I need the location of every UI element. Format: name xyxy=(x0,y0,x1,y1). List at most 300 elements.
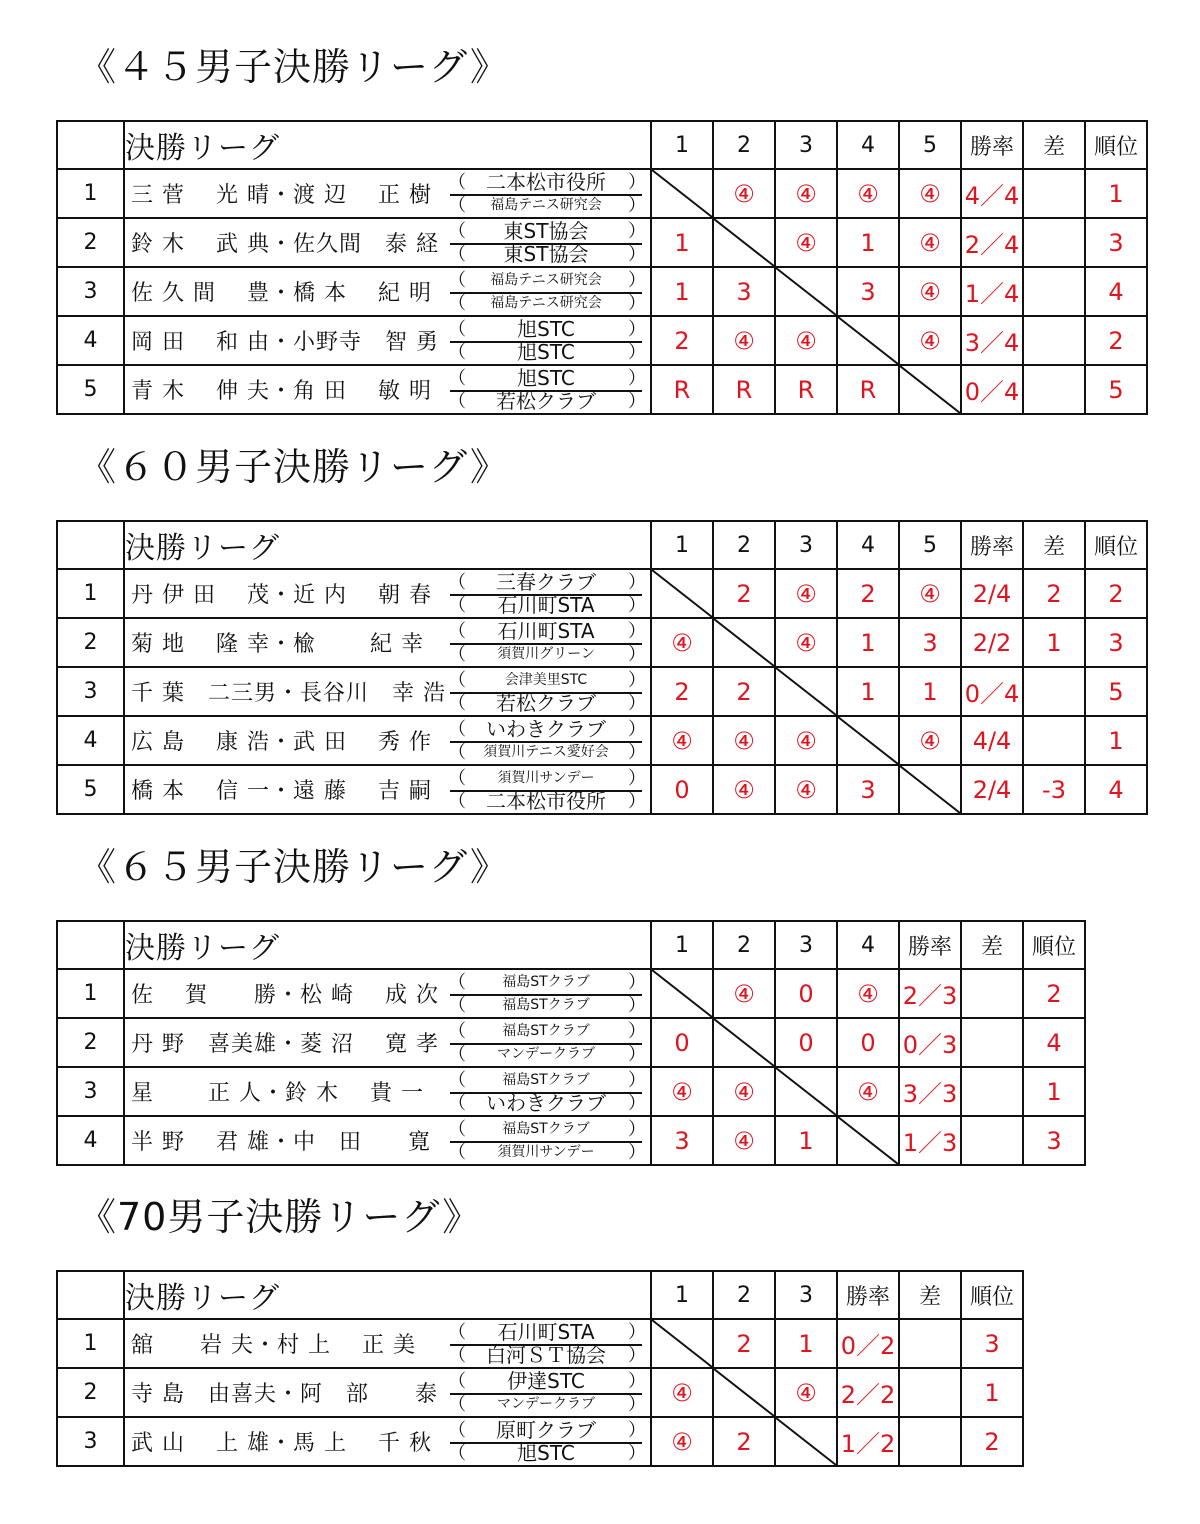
club-cell xyxy=(450,1067,651,1116)
win-rate-cell xyxy=(837,1368,899,1417)
club-name-1 xyxy=(448,618,646,645)
paren-left: （ xyxy=(448,1442,466,1464)
rank-value: 1 xyxy=(1108,179,1124,208)
header-title: 決勝リーグ xyxy=(125,1281,280,1316)
league-table-65 xyxy=(56,920,1086,1166)
score-cell xyxy=(713,1417,775,1466)
paren-left: （ xyxy=(448,1043,466,1065)
score-cell xyxy=(651,365,713,414)
rank-value: 4 xyxy=(1046,1028,1062,1057)
rank-cell xyxy=(1023,1018,1085,1067)
paren-left: （ xyxy=(448,1141,466,1163)
diagonal-line xyxy=(776,1068,836,1115)
club-text: 須賀川サンデー xyxy=(497,1143,595,1160)
diff-cell xyxy=(1023,267,1085,316)
score-cell xyxy=(837,169,899,218)
player-names: 鈴 木 武 典・佐久間 泰 経 xyxy=(131,232,439,257)
paren-left: （ xyxy=(448,571,466,593)
win-rate: 1／2 xyxy=(840,1430,896,1458)
score-value: ④ xyxy=(795,579,817,608)
diagonal-cell xyxy=(651,969,713,1018)
paren-left: （ xyxy=(448,994,466,1016)
diff-cell xyxy=(1023,618,1085,667)
table-row xyxy=(57,1417,1023,1466)
paren-right: ） xyxy=(628,1118,646,1140)
club-text: 旭STC xyxy=(517,339,575,364)
win-rate-cell xyxy=(837,1417,899,1466)
paren-left: （ xyxy=(448,1092,466,1114)
score-cell xyxy=(651,1067,713,1116)
score-cell xyxy=(775,969,837,1018)
header-rate: 勝率 xyxy=(961,521,1023,569)
club-text: 福島テニス研究会 xyxy=(490,196,602,213)
score-cell xyxy=(837,218,899,267)
header-col-4: 4 xyxy=(837,121,899,169)
rank-cell xyxy=(961,1368,1023,1417)
player-names: 半 野 君 雄・中 田 寛 xyxy=(131,1130,431,1155)
header-row xyxy=(57,1271,1023,1319)
player-names-cell xyxy=(124,1368,450,1417)
diff-cell xyxy=(961,1018,1023,1067)
score-value: 3 xyxy=(860,775,876,804)
player-names-cell xyxy=(124,169,450,218)
league-table-60 xyxy=(56,520,1148,815)
paren-right: ） xyxy=(628,669,646,691)
club-text: 福島STクラブ xyxy=(502,1120,590,1137)
score-cell xyxy=(651,267,713,316)
score-cell xyxy=(713,1067,775,1116)
score-cell xyxy=(899,667,961,716)
score-value: ④ xyxy=(919,179,941,208)
header-col-1: 1 xyxy=(651,921,713,969)
header-col-3: 3 xyxy=(775,521,837,569)
club-box xyxy=(448,269,646,315)
score-value: 2 xyxy=(674,677,690,706)
player-names-cell xyxy=(124,716,450,765)
section-title-45: 《４５男子決勝リーグ》 xyxy=(78,45,509,89)
club-box xyxy=(448,971,646,1017)
club-box xyxy=(448,1069,646,1115)
table-row xyxy=(57,667,1147,716)
section-title-70: 《70男子決勝リーグ》 xyxy=(78,1195,482,1239)
diagonal-line xyxy=(900,366,960,413)
score-value: ④ xyxy=(733,726,755,755)
club-text: 福島STクラブ xyxy=(502,973,590,990)
club-name-2 xyxy=(448,339,646,364)
table-row xyxy=(57,618,1147,667)
club-text: いわきクラブ xyxy=(486,1090,606,1115)
club-box xyxy=(448,618,646,666)
table-row xyxy=(57,1319,1023,1368)
score-cell xyxy=(713,267,775,316)
paren-right: ） xyxy=(628,1321,646,1343)
paren-right: ） xyxy=(628,243,646,265)
table-row xyxy=(57,316,1147,365)
section-title-60: 《６０男子決勝リーグ》 xyxy=(78,445,509,489)
score-value: ④ xyxy=(733,326,755,355)
player-number: 4 xyxy=(57,716,124,765)
score-cell xyxy=(713,169,775,218)
diff-cell xyxy=(961,1116,1023,1165)
score-value: ④ xyxy=(795,228,817,257)
player-names: 広 島 康 浩・武 田 秀 作 xyxy=(131,730,432,755)
score-value: 1 xyxy=(798,1126,814,1155)
paren-right: ） xyxy=(628,718,646,740)
header-col-2: 2 xyxy=(713,121,775,169)
player-names-cell xyxy=(124,267,450,316)
score-cell xyxy=(651,667,713,716)
table-row xyxy=(57,169,1147,218)
diagonal-cell xyxy=(899,765,961,814)
club-box xyxy=(448,669,646,715)
paren-right: ） xyxy=(628,571,646,593)
rank-value: 2 xyxy=(1046,979,1062,1008)
header-blank-cell xyxy=(57,921,124,969)
score-value: 0 xyxy=(674,775,690,804)
club-name-2 xyxy=(448,741,646,764)
win-rate-cell xyxy=(961,618,1023,667)
player-names-cell xyxy=(124,569,450,618)
header-rate: 勝率 xyxy=(837,1271,899,1319)
diagonal-cell xyxy=(775,267,837,316)
paren-left: （ xyxy=(448,790,466,812)
score-value: R xyxy=(673,375,691,404)
header-col-1: 1 xyxy=(651,1271,713,1319)
player-number: 3 xyxy=(57,667,124,716)
club-box xyxy=(448,569,646,617)
score-cell xyxy=(775,316,837,365)
club-box xyxy=(448,316,646,364)
player-names-cell xyxy=(124,1116,450,1165)
paren-right: ） xyxy=(628,171,646,193)
player-names-cell xyxy=(124,765,450,814)
win-rate-cell xyxy=(899,969,961,1018)
diagonal-line xyxy=(652,570,712,617)
table-row xyxy=(57,1116,1085,1165)
rank-value: 1 xyxy=(1108,726,1124,755)
player-names: 舘 岩 夫・村 上 正 美 xyxy=(131,1333,416,1358)
win-rate: 2／2 xyxy=(840,1381,896,1409)
header-rate: 勝率 xyxy=(961,121,1023,169)
score-cell xyxy=(651,765,713,814)
league-table-70 xyxy=(56,1270,1024,1467)
player-names: 丹 野 喜美雄・菱 沼 寛 孝 xyxy=(131,1032,439,1057)
paren-left: （ xyxy=(448,367,466,389)
diff-cell xyxy=(1023,716,1085,765)
header-col-3: 3 xyxy=(775,121,837,169)
header-col-4: 4 xyxy=(837,921,899,969)
rank-cell xyxy=(961,1319,1023,1368)
player-names-cell xyxy=(124,218,450,267)
rank-value: 2 xyxy=(984,1427,1000,1456)
diff-cell xyxy=(1023,667,1085,716)
club-cell xyxy=(450,1116,651,1165)
club-text: 会津美里STC xyxy=(504,671,588,688)
diagonal-line xyxy=(776,268,836,315)
club-box xyxy=(448,169,646,217)
player-number: 2 xyxy=(57,1018,124,1067)
header-blank-cell xyxy=(57,121,124,169)
score-value: ④ xyxy=(671,1378,693,1407)
win-rate: 0／3 xyxy=(902,1031,958,1059)
score-value: 2 xyxy=(736,579,752,608)
club-box xyxy=(448,767,646,813)
score-value: ④ xyxy=(857,1077,879,1106)
score-value: ④ xyxy=(671,1077,693,1106)
score-cell xyxy=(775,169,837,218)
paren-right: ） xyxy=(628,390,646,412)
paren-right: ） xyxy=(628,594,646,616)
club-box xyxy=(448,218,646,266)
score-cell xyxy=(713,969,775,1018)
paren-left: （ xyxy=(448,318,466,340)
score-cell xyxy=(899,316,961,365)
header-col-5: 5 xyxy=(899,121,961,169)
paren-right: ） xyxy=(628,741,646,763)
score-value: 3 xyxy=(922,628,938,657)
paren-left: （ xyxy=(448,1419,466,1441)
score-cell xyxy=(713,1116,775,1165)
rank-cell xyxy=(1085,267,1147,316)
paren-left: （ xyxy=(448,692,466,714)
diagonal-line xyxy=(652,170,712,217)
rank-value: 1 xyxy=(1046,1077,1062,1106)
rank-value: 2 xyxy=(1108,326,1124,355)
win-rate: 4／4 xyxy=(964,182,1020,210)
club-cell xyxy=(450,1417,651,1466)
paren-right: ） xyxy=(628,1141,646,1163)
header-col-5: 5 xyxy=(899,521,961,569)
rank-value: 5 xyxy=(1108,375,1124,404)
score-value: ④ xyxy=(733,1126,755,1155)
club-name-2 xyxy=(448,292,646,315)
rank-value: 5 xyxy=(1108,677,1124,706)
rank-value: 3 xyxy=(1108,228,1124,257)
paren-right: ） xyxy=(628,292,646,314)
rank-value: 2 xyxy=(1108,579,1124,608)
header-col-3: 3 xyxy=(775,1271,837,1319)
score-cell xyxy=(713,1319,775,1368)
score-cell xyxy=(651,1417,713,1466)
win-rate: 2／4 xyxy=(964,231,1020,259)
player-names: 佐 久 間 豊・橋 本 紀 明 xyxy=(131,281,432,306)
score-value: ④ xyxy=(919,228,941,257)
paren-right: ） xyxy=(628,220,646,242)
club-text: 福島STクラブ xyxy=(502,996,590,1013)
score-value: 1 xyxy=(674,228,690,257)
club-name-2 xyxy=(448,194,646,217)
score-cell xyxy=(899,716,961,765)
club-text: 石川町STA xyxy=(497,1319,595,1344)
club-text: 伊達STC xyxy=(507,1368,585,1393)
club-text: 石川町STA xyxy=(497,592,595,617)
player-number: 3 xyxy=(57,1417,124,1466)
diff-cell xyxy=(961,969,1023,1018)
win-rate: 2/2 xyxy=(972,628,1012,657)
club-text: 東ST協会 xyxy=(503,218,589,243)
header-title-cell xyxy=(124,521,651,569)
club-cell xyxy=(450,218,651,267)
club-text: 若松クラブ xyxy=(496,690,596,715)
club-text: 石川町STA xyxy=(497,618,595,643)
score-cell xyxy=(775,1116,837,1165)
header-col-2: 2 xyxy=(713,521,775,569)
header-col-2: 2 xyxy=(713,921,775,969)
header-rank: 順位 xyxy=(1085,521,1147,569)
club-text: 旭STC xyxy=(517,1440,575,1465)
rank-cell xyxy=(1085,365,1147,414)
diagonal-cell xyxy=(837,316,899,365)
win-rate: 2／3 xyxy=(902,982,958,1010)
table-row xyxy=(57,569,1147,618)
diagonal-line xyxy=(838,317,898,364)
player-names-cell xyxy=(124,1417,450,1466)
club-name-1 xyxy=(448,1020,646,1045)
score-value: 1 xyxy=(798,1329,814,1358)
paren-right: ） xyxy=(628,643,646,665)
rank-cell xyxy=(1085,716,1147,765)
paren-left: （ xyxy=(448,1118,466,1140)
club-box xyxy=(448,716,646,764)
section-title-65: 《６５男子決勝リーグ》 xyxy=(78,845,509,889)
club-name-2 xyxy=(448,690,646,715)
score-cell xyxy=(651,716,713,765)
header-diff: 差 xyxy=(1023,521,1085,569)
diff-value: 1 xyxy=(1046,628,1062,657)
club-cell xyxy=(450,1368,651,1417)
diagonal-cell xyxy=(775,1417,837,1466)
club-name-2 xyxy=(448,994,646,1017)
player-number: 3 xyxy=(57,1067,124,1116)
score-value: ④ xyxy=(795,1378,817,1407)
club-name-2 xyxy=(448,1393,646,1416)
player-names-cell xyxy=(124,316,450,365)
header-title: 決勝リーグ xyxy=(125,931,280,966)
score-cell xyxy=(651,1116,713,1165)
club-text: 旭STC xyxy=(517,316,575,341)
club-name-1 xyxy=(448,1368,646,1395)
header-col-3: 3 xyxy=(775,921,837,969)
score-value: 3 xyxy=(674,1126,690,1155)
diagonal-line xyxy=(776,668,836,715)
table-row xyxy=(57,365,1147,414)
diagonal-cell xyxy=(837,716,899,765)
diagonal-line xyxy=(652,970,712,1017)
diagonal-cell xyxy=(651,169,713,218)
player-names-cell xyxy=(124,1018,450,1067)
paren-right: ） xyxy=(628,1043,646,1065)
player-names: 寺 島 由喜夫・阿 部 泰 xyxy=(131,1382,438,1407)
player-names-cell xyxy=(124,1067,450,1116)
diagonal-cell xyxy=(837,1116,899,1165)
paren-right: ） xyxy=(628,1069,646,1091)
rank-value: 3 xyxy=(1108,628,1124,657)
paren-left: （ xyxy=(448,1370,466,1392)
win-rate-cell xyxy=(837,1319,899,1368)
club-box xyxy=(448,1368,646,1416)
club-text: 東ST協会 xyxy=(503,241,589,266)
league-table-45 xyxy=(56,120,1148,415)
header-col-2: 2 xyxy=(713,1271,775,1319)
club-text: 福島テニス研究会 xyxy=(490,294,602,311)
score-cell xyxy=(837,267,899,316)
diagonal-line xyxy=(838,1117,898,1164)
score-cell xyxy=(837,1018,899,1067)
paren-left: （ xyxy=(448,669,466,691)
score-cell xyxy=(899,267,961,316)
win-rate: 3／4 xyxy=(964,329,1020,357)
win-rate: 2/4 xyxy=(972,775,1012,804)
diff-cell xyxy=(1023,765,1085,814)
paren-right: ） xyxy=(628,994,646,1016)
player-number: 2 xyxy=(57,1368,124,1417)
table-row xyxy=(57,969,1085,1018)
club-text: いわきクラブ xyxy=(486,716,606,741)
score-value: 2 xyxy=(736,677,752,706)
player-names-cell xyxy=(124,1319,450,1368)
score-cell xyxy=(775,365,837,414)
club-name-2 xyxy=(448,1440,646,1465)
club-name-1 xyxy=(448,169,646,196)
win-rate-cell xyxy=(961,218,1023,267)
diagonal-line xyxy=(714,1019,774,1066)
club-name-2 xyxy=(448,1141,646,1164)
club-text: 白河ＳＴ協会 xyxy=(486,1342,606,1367)
score-cell xyxy=(837,667,899,716)
diff-cell xyxy=(1023,365,1085,414)
club-cell xyxy=(450,969,651,1018)
rank-cell xyxy=(1085,169,1147,218)
club-text: 須賀川サンデー xyxy=(497,769,595,786)
score-value: ④ xyxy=(733,1077,755,1106)
rank-value: 4 xyxy=(1108,277,1124,306)
score-cell xyxy=(775,1368,837,1417)
header-title: 決勝リーグ xyxy=(125,531,280,566)
club-text: 若松クラブ xyxy=(496,388,596,413)
score-cell xyxy=(837,969,899,1018)
club-box xyxy=(448,365,646,413)
club-cell xyxy=(450,169,651,218)
paren-right: ） xyxy=(628,1393,646,1415)
rank-cell xyxy=(1085,316,1147,365)
player-names: 岡 田 和 由・小野寺 智 勇 xyxy=(131,330,439,355)
club-name-2 xyxy=(448,643,646,666)
club-box xyxy=(448,1417,646,1465)
table-row xyxy=(57,218,1147,267)
club-name-2 xyxy=(448,788,646,813)
club-box xyxy=(448,1319,646,1367)
score-value: 1 xyxy=(922,677,938,706)
table-row xyxy=(57,1018,1085,1067)
player-number: 4 xyxy=(57,316,124,365)
rank-cell xyxy=(961,1417,1023,1466)
score-value: ④ xyxy=(795,179,817,208)
paren-right: ） xyxy=(628,194,646,216)
paren-right: ） xyxy=(628,269,646,291)
score-value: ④ xyxy=(919,326,941,355)
header-col-1: 1 xyxy=(651,521,713,569)
player-names-cell xyxy=(124,667,450,716)
score-value: R xyxy=(859,375,877,404)
rank-cell xyxy=(1023,1067,1085,1116)
score-value: ④ xyxy=(671,726,693,755)
win-rate: 0／4 xyxy=(964,680,1020,708)
club-text: 須賀川グリーン xyxy=(497,645,595,662)
paren-left: （ xyxy=(448,594,466,616)
paren-left: （ xyxy=(448,171,466,193)
win-rate-cell xyxy=(899,1067,961,1116)
paren-right: ） xyxy=(628,1370,646,1392)
